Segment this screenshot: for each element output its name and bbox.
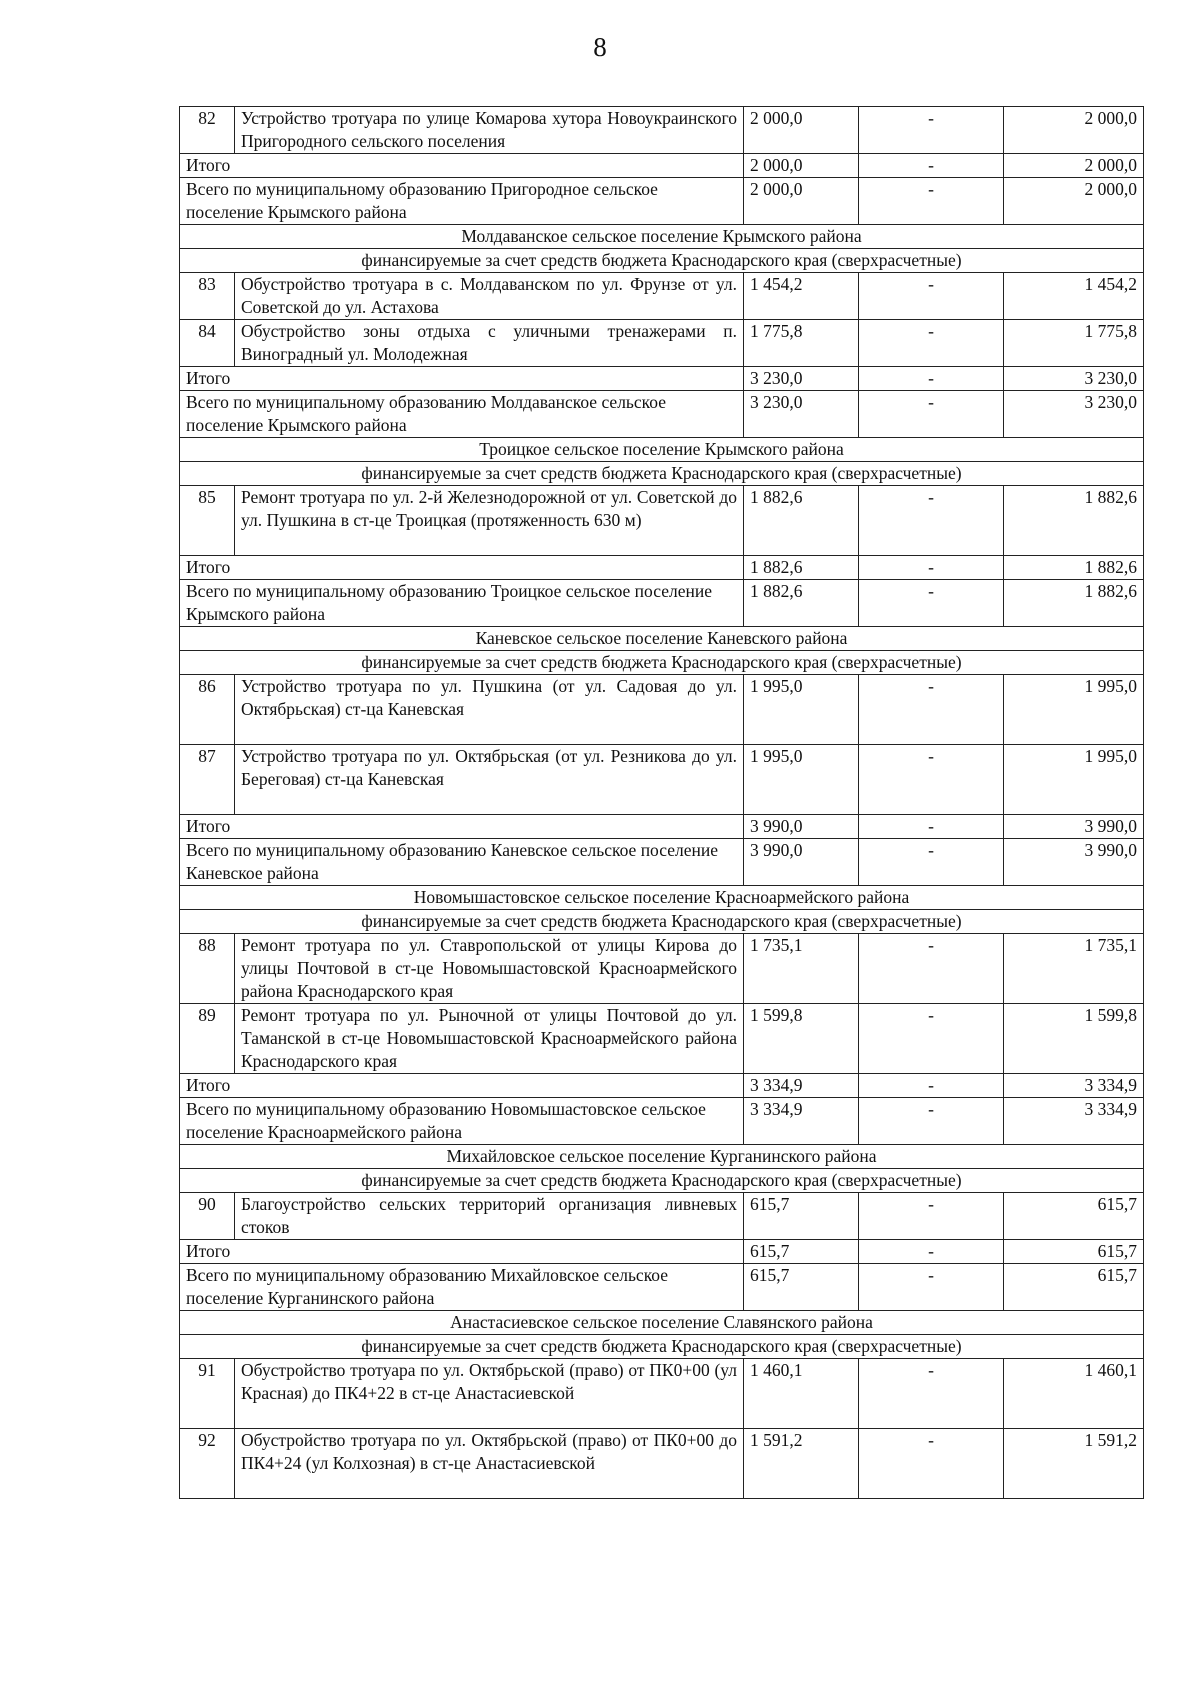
subtotal-value-2: - [859,154,1004,178]
subtotal-label: Итого [180,1240,744,1264]
table-row [180,675,1144,745]
section-title: Молдаванское сельское поселение Крымского района [180,225,1144,249]
row-value-2: - [859,745,1004,815]
row-value-3: 1 591,2 [1004,1429,1144,1499]
funding-source-row [180,910,1144,934]
row-value-2: - [859,675,1004,745]
row-value-2: - [859,320,1004,367]
subtotal-value-3: 2 000,0 [1004,154,1144,178]
row-number: 83 [180,273,235,320]
row-value-3: 1 735,1 [1004,934,1144,1004]
funding-source-label: финансируемые за счет средств бюджета Краснодарского края (сверхрасчетные) [180,651,1144,675]
subtotal-value-2: - [859,815,1004,839]
section-header-row [180,1145,1144,1169]
row-description: Устройство тротуара по улице Комарова хутора Новоукраинского Пригородного сельского поселения [235,107,744,154]
row-value-2: - [859,1359,1004,1429]
section-title: Анастасиевское сельское поселение Славянского района [180,1311,1144,1335]
table-row [180,1193,1144,1240]
funding-source-label: финансируемые за счет средств бюджета Краснодарского края (сверхрасчетные) [180,1169,1144,1193]
subtotal-label: Итого [180,1074,744,1098]
municipality-total-value-1: 3 334,9 [744,1098,859,1145]
subtotal-value-1: 615,7 [744,1240,859,1264]
section-header-row [180,225,1144,249]
section-header-row [180,627,1144,651]
row-value-2: - [859,107,1004,154]
municipality-total-value-1: 615,7 [744,1264,859,1311]
row-value-2: - [859,1193,1004,1240]
row-description: Устройство тротуара по ул. Октябрьская (от ул. Резникова до ул. Береговая) ст-ца Каневская [235,745,744,815]
funding-source-row [180,651,1144,675]
row-value-2: - [859,273,1004,320]
funding-source-row [180,462,1144,486]
row-value-3: 1 599,8 [1004,1004,1144,1074]
municipality-total-label: Всего по муниципальному образованию Михайловское сельское поселение Курганинского района [180,1264,744,1311]
row-value-2: - [859,486,1004,556]
row-description: Обустройство тротуара по ул. Октябрьской (право) от ПК0+00 до ПК4+24 (ул Колхозная) в ст-це Анастасиевской [235,1429,744,1499]
funding-source-row [180,1335,1144,1359]
table-row [180,745,1144,815]
row-value-1: 2 000,0 [744,107,859,154]
table-body [180,107,1144,1499]
row-value-1: 1 995,0 [744,675,859,745]
municipality-total-value-1: 2 000,0 [744,178,859,225]
section-title: Троицкое сельское поселение Крымского района [180,438,1144,462]
row-number: 88 [180,934,235,1004]
municipality-total-value-2: - [859,1098,1004,1145]
row-description: Ремонт тротуара по ул. 2-й Железнодорожной от ул. Советской до ул. Пушкина в ст-це Троицкая (протяженность 630 м) [235,486,744,556]
funding-source-label: финансируемые за счет средств бюджета Краснодарского края (сверхрасчетные) [180,910,1144,934]
row-description: Обустройство тротуара в с. Молдаванском по ул. Фрунзе от ул. Советской до ул. Астахова [235,273,744,320]
row-value-3: 1 882,6 [1004,486,1144,556]
row-value-3: 1 995,0 [1004,675,1144,745]
municipality-total-label: Всего по муниципальному образованию Каневское сельское поселение Каневское района [180,839,744,886]
row-value-2: - [859,1004,1004,1074]
table-row [180,320,1144,367]
municipality-total-value-3: 3 990,0 [1004,839,1144,886]
municipality-total-value-1: 3 990,0 [744,839,859,886]
row-number: 86 [180,675,235,745]
section-title: Михайловское сельское поселение Курганинского района [180,1145,1144,1169]
row-description: Ремонт тротуара по ул. Ставропольской от улицы Кирова до улицы Почтовой в ст-це Новомышастовской Красноармейского района Краснодарского края [235,934,744,1004]
row-value-1: 615,7 [744,1193,859,1240]
subtotal-value-3: 3 230,0 [1004,367,1144,391]
funding-source-row [180,1169,1144,1193]
section-title: Новомышастовское сельское поселение Красноармейского района [180,886,1144,910]
subtotal-value-2: - [859,556,1004,580]
subtotal-value-3: 615,7 [1004,1240,1144,1264]
municipality-total-label: Всего по муниципальному образованию Молдаванское сельское поселение Крымского района [180,391,744,438]
municipality-total-label: Всего по муниципальному образованию Пригородное сельское поселение Крымского района [180,178,744,225]
row-value-3: 615,7 [1004,1193,1144,1240]
subtotal-row [180,1240,1144,1264]
municipality-total-value-2: - [859,391,1004,438]
municipality-total-row [180,391,1144,438]
funding-source-label: финансируемые за счет средств бюджета Краснодарского края (сверхрасчетные) [180,462,1144,486]
row-value-3: 1 460,1 [1004,1359,1144,1429]
municipality-total-label: Всего по муниципальному образованию Новомышастовское сельское поселение Красноармейского района [180,1098,744,1145]
row-number: 85 [180,486,235,556]
subtotal-row [180,367,1144,391]
municipality-total-row [180,178,1144,225]
row-value-1: 1 775,8 [744,320,859,367]
subtotal-value-1: 2 000,0 [744,154,859,178]
row-value-1: 1 591,2 [744,1429,859,1499]
row-number: 91 [180,1359,235,1429]
row-value-3: 1 454,2 [1004,273,1144,320]
municipality-total-value-2: - [859,1264,1004,1311]
municipality-total-label: Всего по муниципальному образованию Троицкое сельское поселение Крымского района [180,580,744,627]
municipality-total-row [180,580,1144,627]
table-row [180,273,1144,320]
row-description: Устройство тротуара по ул. Пушкина (от ул. Садовая до ул. Октябрьская) ст-ца Каневская [235,675,744,745]
table-row [180,486,1144,556]
section-header-row [180,438,1144,462]
row-description: Обустройство тротуара по ул. Октябрьской (право) от ПК0+00 (ул Красная) до ПК4+22 в ст-це Анастасиевской [235,1359,744,1429]
row-value-2: - [859,1429,1004,1499]
municipality-total-value-2: - [859,178,1004,225]
row-number: 82 [180,107,235,154]
row-value-3: 2 000,0 [1004,107,1144,154]
row-description: Ремонт тротуара по ул. Рыночной от улицы Почтовой до ул. Таманской в ст-це Новомышастовской Красноармейского района Краснодарского края [235,1004,744,1074]
row-number: 87 [180,745,235,815]
row-value-1: 1 599,8 [744,1004,859,1074]
subtotal-value-2: - [859,367,1004,391]
subtotal-value-3: 1 882,6 [1004,556,1144,580]
subtotal-label: Итого [180,556,744,580]
row-description: Благоустройство сельских территорий организация ливневых стоков [235,1193,744,1240]
subtotal-value-1: 3 990,0 [744,815,859,839]
table-row [180,934,1144,1004]
subtotal-label: Итого [180,815,744,839]
subtotal-value-2: - [859,1074,1004,1098]
row-value-1: 1 460,1 [744,1359,859,1429]
subtotal-row [180,1074,1144,1098]
subtotal-label: Итого [180,154,744,178]
municipality-total-row [180,1098,1144,1145]
municipality-total-value-3: 3 334,9 [1004,1098,1144,1145]
row-number: 89 [180,1004,235,1074]
row-number: 90 [180,1193,235,1240]
row-value-1: 1 735,1 [744,934,859,1004]
row-value-3: 1 995,0 [1004,745,1144,815]
municipality-total-value-3: 1 882,6 [1004,580,1144,627]
funding-source-row [180,249,1144,273]
subtotal-value-3: 3 990,0 [1004,815,1144,839]
funding-source-label: финансируемые за счет средств бюджета Краснодарского края (сверхрасчетные) [180,1335,1144,1359]
table-row [180,1429,1144,1499]
row-value-1: 1 995,0 [744,745,859,815]
subtotal-value-1: 3 230,0 [744,367,859,391]
municipality-total-value-1: 3 230,0 [744,391,859,438]
municipality-total-value-3: 2 000,0 [1004,178,1144,225]
subtotal-value-2: - [859,1240,1004,1264]
section-title: Каневское сельское поселение Каневского района [180,627,1144,651]
row-value-1: 1 882,6 [744,486,859,556]
municipality-total-value-1: 1 882,6 [744,580,859,627]
row-value-3: 1 775,8 [1004,320,1144,367]
funding-source-label: финансируемые за счет средств бюджета Краснодарского края (сверхрасчетные) [180,249,1144,273]
subtotal-row [180,154,1144,178]
municipality-total-row [180,1264,1144,1311]
subtotal-row [180,556,1144,580]
section-header-row [180,1311,1144,1335]
row-value-1: 1 454,2 [744,273,859,320]
row-number: 84 [180,320,235,367]
row-value-2: - [859,934,1004,1004]
budget-table [179,106,1144,1499]
page-number: 8 [593,32,607,62]
subtotal-label: Итого [180,367,744,391]
subtotal-value-1: 1 882,6 [744,556,859,580]
subtotal-value-3: 3 334,9 [1004,1074,1144,1098]
subtotal-value-1: 3 334,9 [744,1074,859,1098]
municipality-total-value-2: - [859,580,1004,627]
table-row [180,1004,1144,1074]
municipality-total-value-2: - [859,839,1004,886]
municipality-total-row [180,839,1144,886]
section-header-row [180,886,1144,910]
row-number: 92 [180,1429,235,1499]
table-row [180,1359,1144,1429]
table-row [180,107,1144,154]
municipality-total-value-3: 615,7 [1004,1264,1144,1311]
row-description: Обустройство зоны отдыха с уличными тренажерами п. Виноградный ул. Молодежная [235,320,744,367]
municipality-total-value-3: 3 230,0 [1004,391,1144,438]
subtotal-row [180,815,1144,839]
